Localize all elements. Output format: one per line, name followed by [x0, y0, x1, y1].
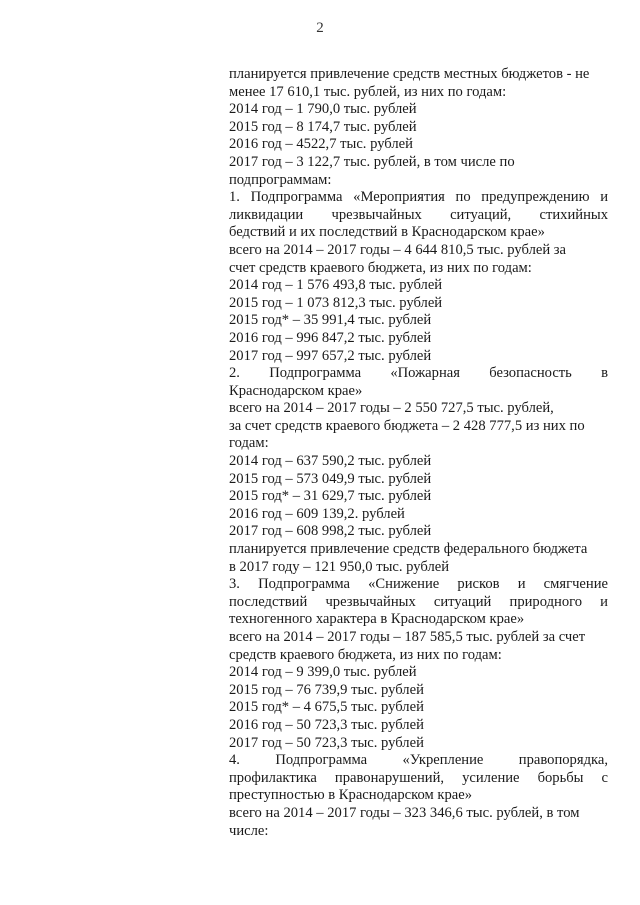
text-line: 2016 год – 50 723,3 тыс. рублей — [229, 716, 424, 733]
text-line: 3. Подпрограмма «Снижение рисков и смягчение — [229, 576, 608, 593]
text-line: 2016 год – 996 847,2 тыс. рублей — [229, 329, 432, 346]
text-line: 2017 год – 50 723,3 тыс. рублей — [229, 734, 424, 751]
text-line: 2014 год – 637 590,2 тыс. рублей — [229, 453, 432, 470]
text-line: 2017 год – 997 657,2 тыс. рублей — [229, 347, 432, 364]
text-line: 2015 год* – 4 675,5 тыс. рублей — [229, 699, 424, 716]
text-line: 2016 год – 4522,7 тыс. рублей — [229, 136, 413, 153]
text-line: 2015 год – 1 073 812,3 тыс. рублей — [229, 294, 443, 311]
text-line: последствий чрезвычайных ситуаций природного и — [229, 593, 608, 610]
document-body — [229, 66, 608, 840]
text-line: техногенного характера в Краснодарском крае» — [229, 611, 525, 628]
text-line: подпрограммам: — [229, 171, 332, 188]
text-line: профилактика правонарушений, усиление борьбы с — [229, 769, 608, 786]
text-line: годам: — [229, 435, 269, 452]
text-line: ликвидации чрезвычайных ситуаций, стихийных — [229, 206, 608, 223]
text-line: числе: — [229, 822, 269, 839]
text-line: всего на 2014 – 2017 годы – 323 346,6 тыс. рублей, в том — [229, 804, 580, 821]
text-line: всего на 2014 – 2017 годы – 4 644 810,5 тыс. рублей за — [229, 241, 567, 258]
text-line: бедствий и их последствий в Краснодарском крае» — [229, 224, 545, 241]
text-line: 2017 год – 608 998,2 тыс. рублей — [229, 523, 432, 540]
text-line: за счет средств краевого бюджета – 2 428 777,5 из них по — [229, 417, 585, 434]
text-line: 2017 год – 3 122,7 тыс. рублей, в том числе по — [229, 153, 515, 170]
text-line: 2016 год – 609 139,2. рублей — [229, 505, 405, 522]
text-line: 2015 год – 76 739,9 тыс. рублей — [229, 681, 424, 698]
text-line: 2014 год – 9 399,0 тыс. рублей — [229, 664, 417, 681]
text-line: 4. Подпрограмма «Укрепление правопорядка, — [229, 752, 608, 769]
text-line: 2015 год* – 31 629,7 тыс. рублей — [229, 488, 432, 505]
text-line: в 2017 году – 121 950,0 тыс. рублей — [229, 558, 450, 575]
text-line: 1. Подпрограмма «Мероприятия по предупреждению и — [229, 189, 608, 206]
text-line: Краснодарском крае» — [229, 382, 363, 399]
text-line: всего на 2014 – 2017 годы – 187 585,5 тыс. рублей за счет — [229, 629, 586, 645]
text-line: преступностью в Краснодарском крае» — [229, 787, 473, 804]
text-line: счет средств краевого бюджета, из них по годам: — [229, 259, 532, 276]
text-line: планируется привлечение средств федерального бюджета — [229, 541, 588, 558]
text-line: средств краевого бюджета, из них по годам: — [229, 646, 502, 663]
text-line: планируется привлечение средств местных бюджетов - не — [229, 66, 590, 82]
text-line: всего на 2014 – 2017 годы – 2 550 727,5 тыс. рублей, — [229, 400, 554, 417]
text-line: 2015 год – 8 174,7 тыс. рублей — [229, 118, 417, 135]
text-line: менее 17 610,1 тыс. рублей, из них по годам: — [229, 83, 507, 100]
text-line: 2. Подпрограмма «Пожарная безопасность в — [229, 365, 608, 382]
text-line: 2015 год – 573 049,9 тыс. рублей — [229, 470, 432, 487]
text-line: 2014 год – 1 790,0 тыс. рублей — [229, 101, 417, 118]
page-number: 2 — [316, 20, 324, 36]
text-line: 2014 год – 1 576 493,8 тыс. рублей — [229, 277, 443, 294]
text-line: 2015 год* – 35 991,4 тыс. рублей — [229, 312, 432, 329]
